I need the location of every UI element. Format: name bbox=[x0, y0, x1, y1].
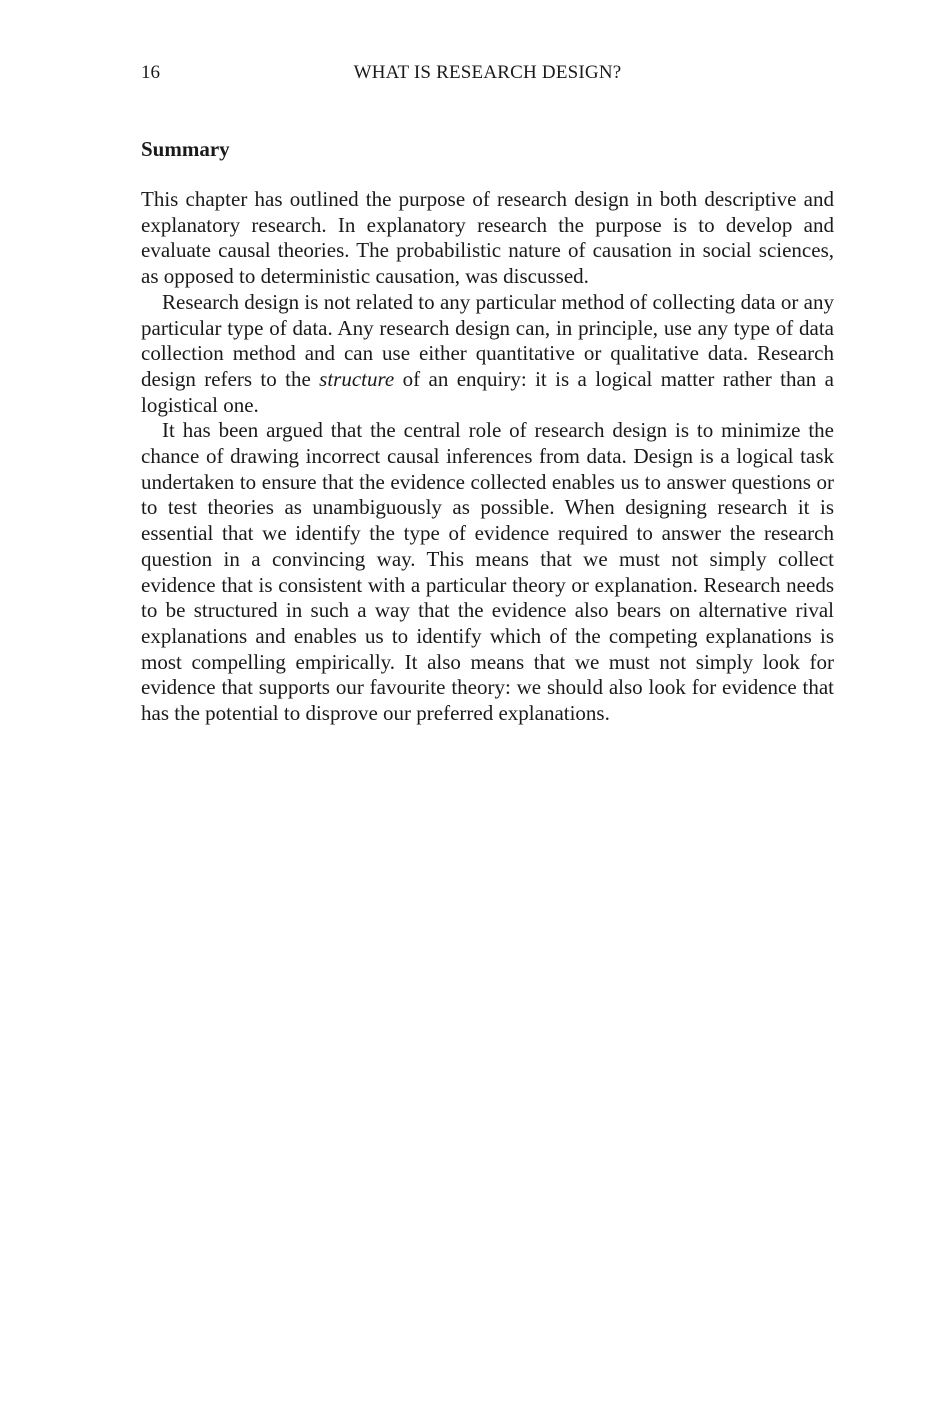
paragraph-1: This chapter has outlined the purpose of research design in both descriptive and explanatory research. In explanatory research the purpose is to develop and evaluate causal theories. The probabilistic nature of causation in social sciences, as opposed to deterministic causation, was discussed. bbox=[141, 187, 834, 289]
paragraph-2-before: Research design is not related to any particular method of collecting data or any particular type of data. Any research design can, in principle, use any type of data collection method and can use either quantitative or qualitative data. Research design refers to the bbox=[141, 289, 834, 391]
section-heading: Summary bbox=[141, 137, 230, 161]
emphasis-structure: structure bbox=[319, 366, 395, 391]
running-head bbox=[141, 60, 834, 86]
summary-section bbox=[141, 135, 834, 727]
running-title: WHAT IS RESEARCH DESIGN? bbox=[353, 62, 622, 83]
paragraph-3: It has been argued that the central role of research design is to minimize the chance of drawing incorrect causal inferences from data. Design is a logical task undertaken to ensure that the evidence collected enables us to answer questions or to test theories as unambiguously as possible. When designing research it is essential that we identify the type of evidence required to answer the research question in a convincing way. This means that we must not simply collect evidence that is consistent with a particular theory or explanation. Research needs to be structured in such a way that the evidence also bears on alternative rival explanations and enables us to identify which of the competing explanations is most compelling empirically. It also means that we must not simply look for evidence that supports our favourite theory: we should also look for evidence that has the potential to disprove our preferred explanations. bbox=[141, 418, 834, 726]
paragraph-2 bbox=[141, 290, 834, 419]
page-number: 16 bbox=[141, 62, 160, 83]
paragraph-2-after: of an enquiry: it is a logical matter rather than a logistical one. bbox=[141, 366, 835, 417]
